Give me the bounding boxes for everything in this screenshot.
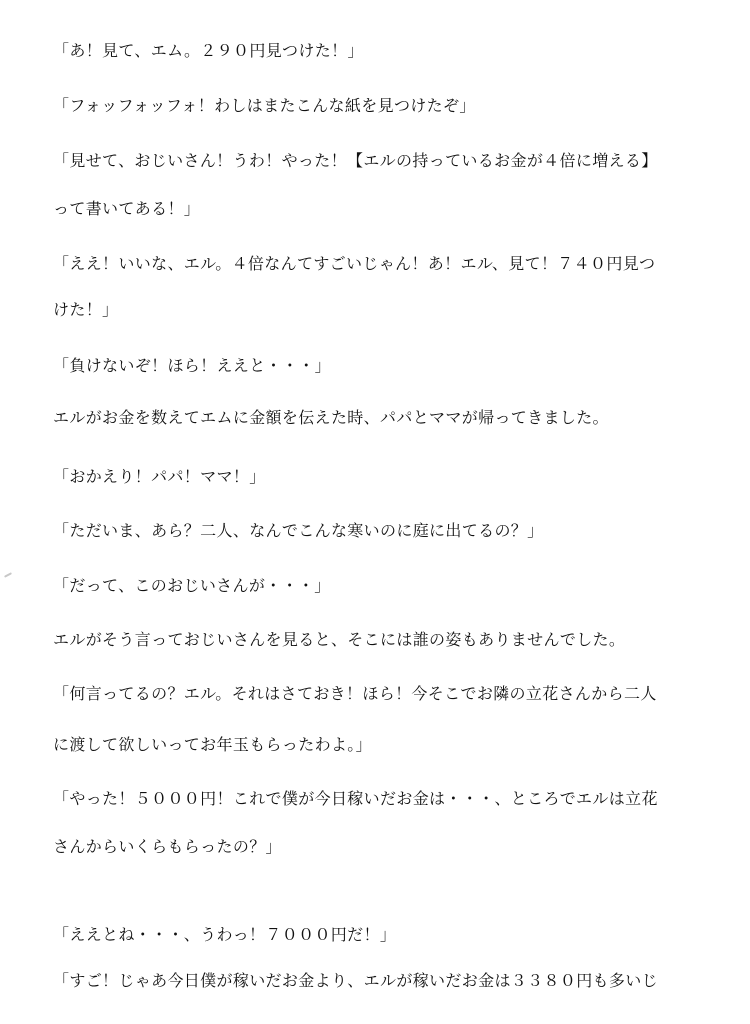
text-line: 「やった！５０００円！これで僕が今日稼いだお金は・・・、ところでエルは立花: [53, 789, 658, 808]
text-line: に渡して欲しいってお年玉もらったわよ。」: [53, 735, 373, 754]
text-line: 「フォッフォッフォ！わしはまたこんな紙を見つけたぞ」: [53, 96, 476, 115]
text-line: 「あ！見て、エム。２９０円見つけた！」: [53, 41, 364, 60]
text-line: エルがお金を数えてエムに金額を伝えた時、パパとママが帰ってきました。: [53, 408, 609, 427]
text-line: けた！」: [53, 300, 119, 319]
text-line: 「すご！じゃあ今日僕が稼いだお金より、エルが稼いだお金は３３８０円も多いじ: [53, 971, 658, 990]
scan-speck: [4, 572, 12, 578]
text-line: 「ただいま、あら？二人、なんでこんな寒いのに庭に出てるの？」: [53, 521, 544, 540]
text-line: 「ええとね・・・、うわっ！７０００円だ！」: [53, 925, 397, 944]
text-line: 「何言ってるの？エル。それはさておき！ほら！今そこでお隣の立花さんから二人: [53, 684, 657, 703]
text-line: 「見せて、おじいさん！うわ！やった！【エルの持っているお金が４倍に増える】: [53, 151, 658, 170]
text-line: さんからいくらもらったの？」: [53, 837, 282, 856]
text-line: 「ええ！いいな、エル。４倍なんてすごいじゃん！あ！エル、見て！７４０円見つ: [53, 254, 656, 273]
text-line: って書いてある！」: [53, 199, 201, 218]
text-line: エルがそう言っておじいさんを見ると、そこには誰の姿もありませんでした。: [53, 630, 626, 649]
text-line: 「負けないぞ！ほら！ええと・・・」: [53, 356, 331, 375]
text-line: 「だって、このおじいさんが・・・」: [53, 576, 331, 595]
text-line: 「おかえり！パパ！ママ！」: [53, 467, 266, 486]
